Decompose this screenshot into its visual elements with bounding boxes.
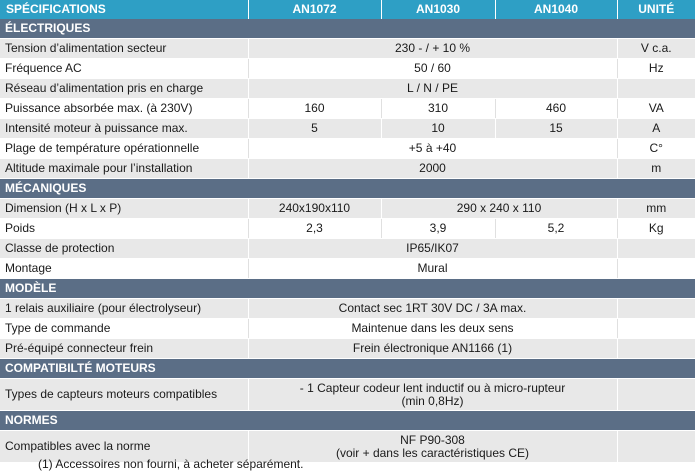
row-value-an1030: 310 — [381, 99, 495, 119]
section-title: MODÈLE — [0, 279, 695, 299]
row-value: +5 à +40 — [248, 139, 617, 159]
table-row — [0, 79, 695, 99]
row-value: L / N / PE — [248, 79, 617, 99]
header-an1030: AN1030 — [381, 0, 495, 19]
row-label: Poids — [0, 219, 248, 239]
row-value: Maintenue dans les deux sens — [248, 319, 617, 339]
row-unit: m — [617, 159, 695, 179]
row-value: 2000 — [248, 159, 617, 179]
row-unit: C° — [617, 139, 695, 159]
table-row — [0, 99, 695, 119]
row-value-line: (voir + dans les caractéristiques CE) — [335, 445, 530, 460]
row-value-an1030: 3,9 — [381, 219, 495, 239]
row-label: Puissance absorbée max. (à 230V) — [0, 99, 248, 119]
row-label: 1 relais auxiliaire (pour électrolyseur) — [0, 299, 248, 319]
table-row — [0, 339, 695, 359]
table-row — [0, 39, 695, 59]
row-unit — [617, 339, 695, 359]
section-title: MÉCANIQUES — [0, 179, 695, 199]
section-norms — [0, 411, 695, 431]
row-label: Plage de température opérationnelle — [0, 139, 248, 159]
row-unit: Kg — [617, 219, 695, 239]
table-row — [0, 219, 695, 239]
table-row — [0, 379, 695, 411]
row-value-line: NF P90-308 — [400, 432, 465, 447]
row-value-an1040: 5,2 — [495, 219, 617, 239]
row-label: Types de capteurs moteurs compatibles — [0, 379, 248, 411]
row-value-line: - 1 Capteur codeur lent inductif ou à micro-rupteur — [299, 380, 566, 395]
section-model — [0, 279, 695, 299]
row-unit — [617, 431, 695, 463]
row-label: Compatibles avec la norme — [0, 431, 248, 463]
row-unit: mm — [617, 199, 695, 219]
row-value-an1072: 160 — [248, 99, 381, 119]
row-label: Pré-équipé connecteur frein — [0, 339, 248, 359]
table-row — [0, 199, 695, 219]
row-value: Frein électronique AN1166 (1) — [248, 339, 617, 359]
row-label: Dimension (H x L x P) — [0, 199, 248, 219]
row-value-an1040: 460 — [495, 99, 617, 119]
section-motors — [0, 359, 695, 379]
section-mechanical — [0, 179, 695, 199]
header-unit: UNITÉ — [617, 0, 695, 19]
row-unit — [617, 379, 695, 411]
row-unit — [617, 79, 695, 99]
row-unit: A — [617, 119, 695, 139]
row-unit — [617, 239, 695, 259]
row-label: Intensité moteur à puissance max. — [0, 119, 248, 139]
row-label: Tension d’alimentation secteur — [0, 39, 248, 59]
row-unit — [617, 259, 695, 279]
footnote: (1) Accessoires non fourni, à acheter séparément. — [38, 457, 304, 471]
row-value: Mural — [248, 259, 617, 279]
row-value-an1072: 5 — [248, 119, 381, 139]
table-row — [0, 259, 695, 279]
row-label: Réseau d’alimentation pris en charge — [0, 79, 248, 99]
header-spec: SPÉCIFICATIONS — [0, 0, 248, 19]
table-row — [0, 319, 695, 339]
header-an1040: AN1040 — [495, 0, 617, 19]
table-row — [0, 59, 695, 79]
row-value-an1040: 15 — [495, 119, 617, 139]
row-unit — [617, 299, 695, 319]
row-unit: Hz — [617, 59, 695, 79]
table-row — [0, 119, 695, 139]
row-value-an1030-an1040: 290 x 240 x 110 — [381, 199, 617, 219]
row-value: IP65/IK07 — [248, 239, 617, 259]
header-an1072: AN1072 — [248, 0, 381, 19]
row-value: Contact sec 1RT 30V DC / 3A max. — [248, 299, 617, 319]
header-row — [0, 0, 695, 19]
section-electrical — [0, 19, 695, 39]
table-row — [0, 299, 695, 319]
row-value-an1072: 2,3 — [248, 219, 381, 239]
section-title: ÉLECTRIQUES — [0, 19, 695, 39]
row-label: Montage — [0, 259, 248, 279]
row-label: Altitude maximale pour l’installation — [0, 159, 248, 179]
table-row — [0, 239, 695, 259]
row-value: 230 - / + 10 % — [248, 39, 617, 59]
table-row — [0, 139, 695, 159]
row-unit: VA — [617, 99, 695, 119]
row-label: Classe de protection — [0, 239, 248, 259]
section-title: NORMES — [0, 411, 695, 431]
row-value-an1072: 240x190x110 — [248, 199, 381, 219]
row-value — [248, 379, 617, 411]
section-title: COMPATIBILTÉ MOTEURS — [0, 359, 695, 379]
row-label: Type de commande — [0, 319, 248, 339]
row-value-line: (min 0,8Hz) — [401, 393, 464, 408]
row-value: 50 / 60 — [248, 59, 617, 79]
row-unit: V c.a. — [617, 39, 695, 59]
table-row — [0, 159, 695, 179]
row-unit — [617, 319, 695, 339]
row-label: Fréquence AC — [0, 59, 248, 79]
row-value-an1030: 10 — [381, 119, 495, 139]
